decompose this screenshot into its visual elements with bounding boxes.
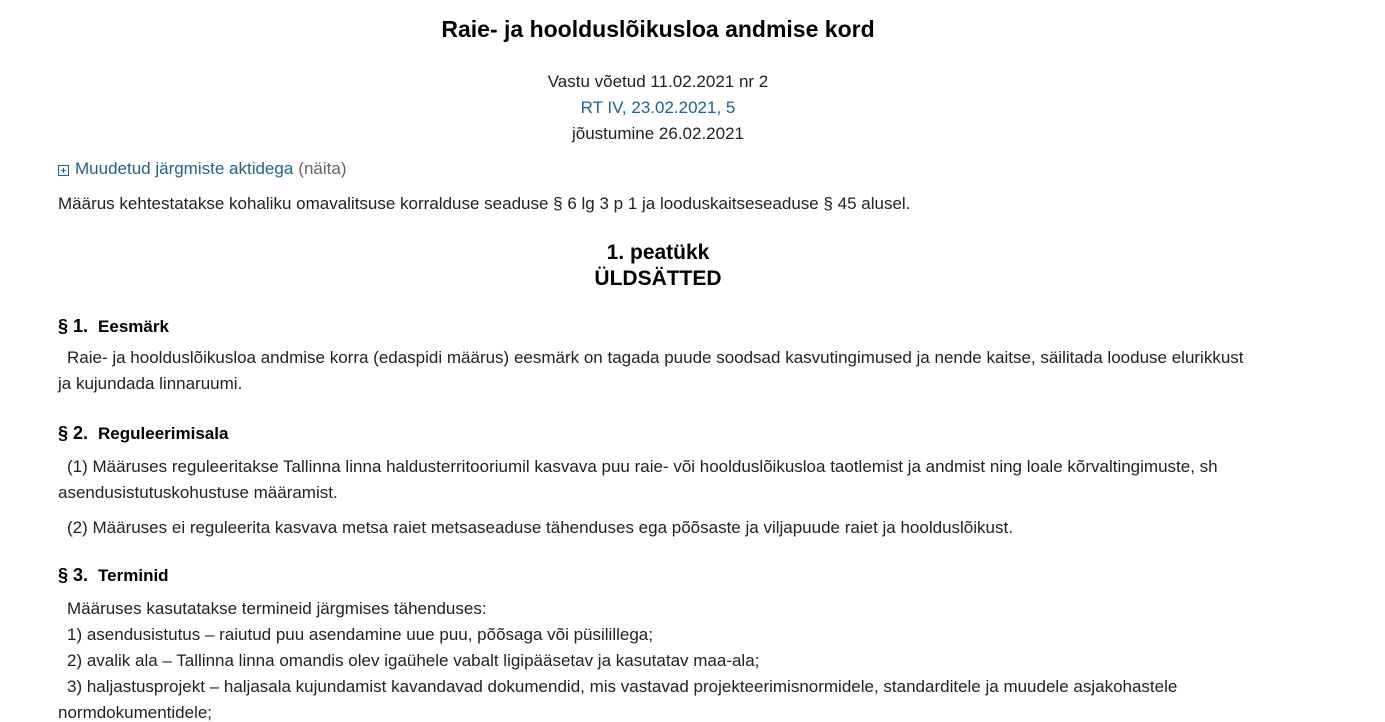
section-paragraph: Raie- ja hoolduslõikusloa andmise korra (edaspidi määrus) eesmärk on tagada puude soodsad kasvutingimused ja nende kaitse, säilitada looduse elurikkust ja kujundada linnaruumi. — [58, 348, 1244, 393]
list-item: 1) asendusistutus – raiutud puu asendamine uue puu, põõsaga või püsilillega; — [67, 625, 653, 644]
amendments-toggle[interactable] — [58, 159, 346, 179]
section-symbol: § 3. — [58, 565, 89, 585]
chapter-heading — [58, 240, 1258, 292]
adoption-info: Vastu võetud 11.02.2021 nr 2 — [547, 72, 769, 91]
section-heading — [58, 565, 169, 586]
section-paragraph: (2) Määruses ei reguleerita kasvava metsa raiet metsaseaduse tähenduses ega põõsaste ja viljapuude raiet ja hoolduslõikust. — [67, 518, 1013, 537]
document-title: Raie- ja hoolduslõikusloa andmise kord — [441, 16, 875, 42]
section-title: Eesmärk — [98, 317, 169, 336]
section-heading — [58, 316, 169, 337]
section-title: Reguleerimisala — [98, 424, 229, 443]
amendments-show-label[interactable]: (näita) — [298, 159, 347, 178]
section-paragraph: (1) Määruses reguleeritakse Tallinna linna haldusterritooriumil kasvava puu raie- või hoolduslõikusloa taotlemist ja andmist ning loale kõrvaltingimuste, sh asendusistutuskohustuse määramist. — [58, 457, 1218, 502]
entry-into-force: jõustumine 26.02.2021 — [571, 124, 745, 143]
amendments-link[interactable]: Muudetud järgmiste aktidega — [75, 159, 294, 178]
chapter-number: 1. peatükk — [606, 241, 710, 264]
chapter-title: ÜLDSÄTTED — [594, 267, 722, 290]
list-item: 2) avalik ala – Tallinna linna omandis olev igaühele vabalt ligipääsetav ja kasutatav maa-ala; — [67, 651, 760, 670]
expand-plus-icon[interactable] — [58, 165, 69, 176]
publication-link[interactable]: RT IV, 23.02.2021, 5 — [580, 98, 736, 117]
legal-basis: Määrus kehtestatakse kohaliku omavalitsuse korralduse seaduse § 6 lg 3 p 1 ja looduskaitseseaduse § 45 alusel. — [58, 194, 911, 213]
section-symbol: § 1. — [58, 316, 89, 336]
section-symbol: § 2. — [58, 423, 89, 443]
list-item: 3) haljastusprojekt – haljasala kujundamist kavandavad dokumendid, mis vastavad projekteerimisnormidele, standarditele ja muudele asjakohastele normdokumentidele; — [58, 677, 1178, 722]
section-title: Terminid — [98, 566, 169, 585]
section-heading — [58, 423, 228, 444]
section-intro: Määruses kasutatakse termineid järgmises tähenduses: — [67, 599, 487, 618]
